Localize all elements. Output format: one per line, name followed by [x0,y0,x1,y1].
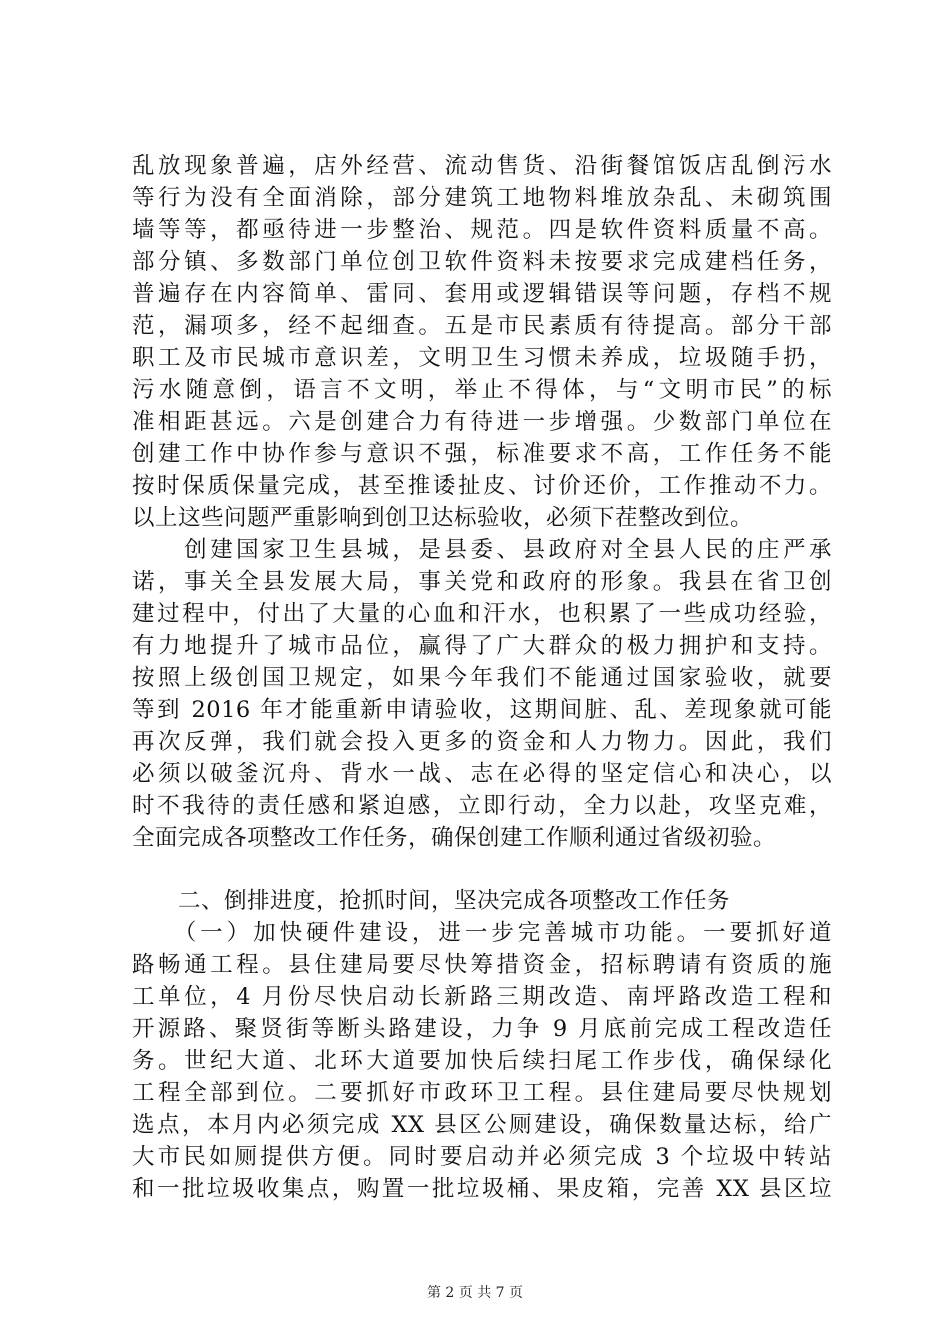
text-line: 准相距甚远。六是创建合力有待进一步增强。少数部门单位在 [132,409,832,435]
page-number: 第 2 页 共 7 页 [426,1285,524,1301]
paragraph-3 [132,917,832,1205]
text-line: 按照上级创国卫规定，如果今年我们不能通过国家验收，就要 [132,665,832,691]
text-line: 选点，本月内必须完成 XX 县区公厕建设，确保数量达标，给广 [132,1112,832,1138]
text-line: 范，漏项多，经不起细查。五是市民素质有待提高。部分干部 [132,313,832,339]
text-line: 必须以破釜沉舟、背水一战、志在必得的坚定信心和决心，以 [132,761,832,787]
text-line: 工单位，4 月份尽快启动长新路三期改造、南坪路改造工程和 [132,984,832,1010]
text-line: 务。世纪大道、北环大道要加快后续扫尾工作步伐，确保绿化 [132,1048,832,1074]
text-line: 乱放现象普遍，店外经营、流动售货、沿街餐馆饭店乱倒污水 [132,153,832,179]
text-line: 开源路、聚贤街等断头路建设，力争 9 月底前完成工程改造任 [132,1016,832,1042]
text-line: 有力地提升了城市品位，赢得了广大群众的极力拥护和支持。 [132,633,832,659]
text-line: 等行为没有全面消除，部分建筑工地物料堆放杂乱、未砌筑围 [132,185,832,211]
text-line: 创建国家卫生县城，是县委、县政府对全县人民的庄严承 [132,537,832,563]
text-line: （一）加快硬件建设，进一步完善城市功能。一要抓好道 [132,920,832,946]
text-line: 和一批垃圾收集点，购置一批垃圾桶、果皮箱，完善 XX 县区垃 [132,1176,832,1202]
text-line: 墙等等，都亟待进一步整治、规范。四是软件资料质量不高。 [132,217,832,243]
text-line: 大市民如厕提供方便。同时要启动并必须完成 3 个垃圾中转站 [132,1144,832,1170]
text-line: 普遍存在内容简单、雷同、套用或逻辑错误等问题，存档不规 [132,281,832,307]
page-footer [0,1282,950,1302]
document-body [132,150,832,1205]
text-line: 再次反弹，我们就会投入更多的资金和人力物力。因此，我们 [132,729,832,755]
text-line: 创建工作中协作参与意识不强，标准要求不高，工作任务不能 [132,441,832,467]
text-line: 以上这些问题严重影响到创卫达标验收，必须下茬整改到位。 [132,505,754,531]
text-line: 职工及市民城市意识差，文明卫生习惯未养成，垃圾随手扔， [132,345,832,371]
section-heading: 二、倒排进度，抢抓时间，坚决完成各项整改工作任务 [132,888,731,914]
text-line: 工程全部到位。二要抓好市政环卫工程。县住建局要尽快规划 [132,1080,832,1106]
text-line: 建过程中，付出了大量的心血和汗水，也积累了一些成功经验， [132,601,832,627]
text-line: 部分镇、多数部门单位创卫软件资料未按要求完成建档任务， [132,249,832,275]
text-line: 全面完成各项整改工作任务，确保创建工作顺利通过省级初验。 [132,825,777,851]
text-line: 时不我待的责任感和紧迫感，立即行动，全力以赴，攻坚克难， [132,793,832,819]
paragraph-spacer [132,854,832,885]
paragraph-2 [132,534,832,854]
paragraph-1 [132,150,832,534]
text-line: 路畅通工程。县住建局要尽快筹措资金，招标聘请有资质的施 [132,952,832,978]
text-line: 等到 2016 年才能重新申请验收，这期间脏、乱、差现象就可能 [132,697,832,723]
text-line: 污水随意倒，语言不文明，举止不得体，与“文明市民”的标 [132,377,832,403]
text-line: 按时保质保量完成，甚至推诿扯皮、讨价还价，工作推动不力。 [132,473,832,499]
text-line: 诺，事关全县发展大局，事关党和政府的形象。我县在省卫创 [132,569,832,595]
